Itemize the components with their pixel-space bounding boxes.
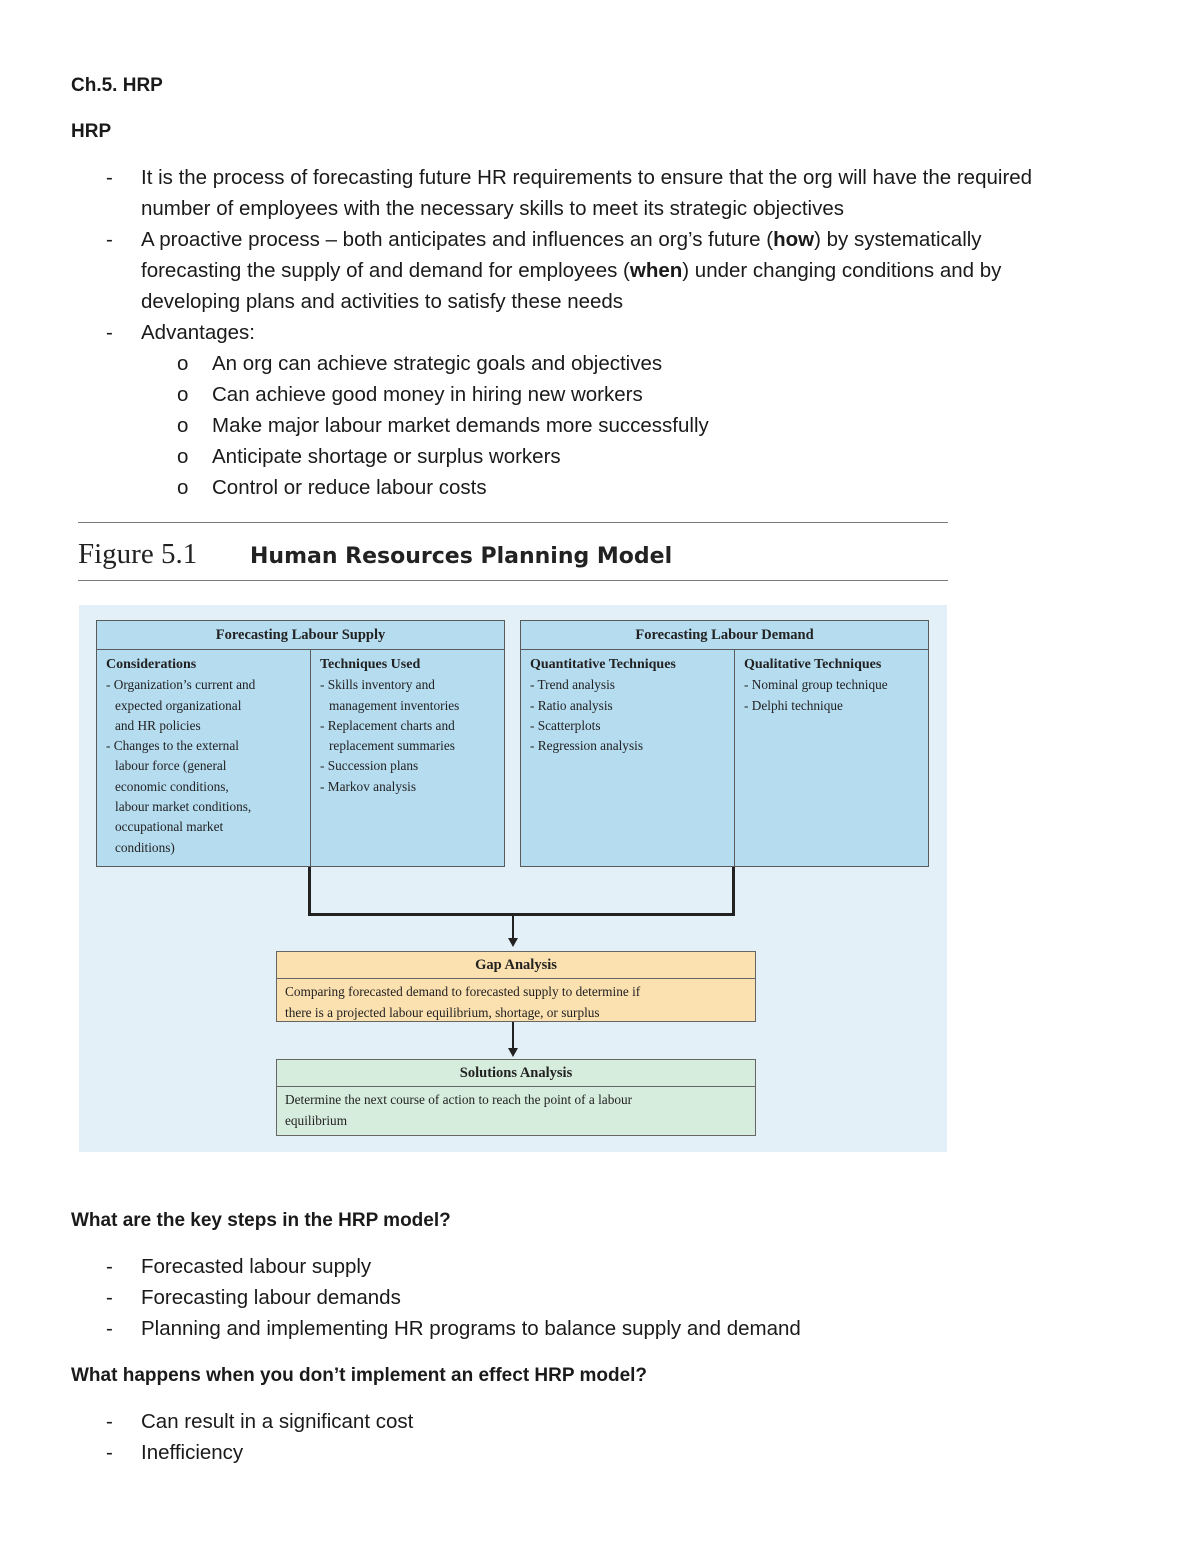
figure-rule-top — [78, 522, 948, 523]
solutions-analysis-header: Solutions Analysis — [277, 1060, 755, 1087]
techniques-column — [310, 649, 504, 866]
techniques-title: Techniques Used — [320, 657, 421, 672]
gap-analysis-line: there is a projected labour equilibrium, shortage, or surplus — [285, 1005, 600, 1020]
proactive-how-emphasis: how — [773, 228, 815, 251]
solutions-analysis-body — [277, 1087, 755, 1131]
techniques-line: - Markov analysis — [320, 778, 417, 794]
gap-analysis-header: Gap Analysis — [277, 952, 755, 979]
supply-panel-header: Forecasting Labour Supply — [97, 621, 504, 650]
advantage-item: Make major labour market demands more successfully — [212, 414, 709, 437]
advantage-item: An org can achieve strategic goals and objectives — [212, 352, 663, 375]
considerations-title: Considerations — [106, 657, 197, 672]
question-no-hrp: What happens when you don’t implement an effect HRP model? — [71, 1365, 648, 1386]
quantitative-title: Quantitative Techniques — [530, 657, 676, 672]
dash-bullet: - — [106, 1441, 113, 1464]
arrow-down-icon — [508, 1048, 518, 1057]
definition-line-1: It is the process of forecasting future HR requirements to ensure that the org will have the required — [141, 166, 1033, 189]
sub-bullet: o — [177, 352, 189, 375]
techniques-line: replacement summaries — [329, 738, 455, 754]
gap-analysis-body — [277, 979, 755, 1023]
figure-number: Figure 5.1 — [78, 538, 198, 570]
answer-item: Forecasted labour supply — [141, 1255, 372, 1278]
to-gap-connector — [512, 913, 514, 941]
sub-bullet: o — [177, 445, 189, 468]
demand-panel-header: Forecasting Labour Demand — [521, 621, 928, 650]
figure-caption — [78, 538, 673, 571]
considerations-line: occupational market — [115, 819, 224, 835]
answer-item: Forecasting labour demands — [141, 1286, 401, 1309]
dash-bullet: - — [106, 1286, 113, 1309]
advantage-item: Control or reduce labour costs — [212, 476, 487, 499]
techniques-line: - Succession plans — [320, 758, 419, 774]
hrp-model-diagram — [79, 605, 947, 1152]
sub-bullet: o — [177, 476, 189, 499]
dash-bullet: - — [106, 1255, 113, 1278]
solutions-analysis-box — [276, 1059, 756, 1136]
qualitative-column — [734, 649, 928, 866]
answer-item: Inefficiency — [141, 1441, 244, 1464]
quantitative-column — [521, 649, 734, 866]
considerations-line: labour market conditions, — [115, 799, 252, 815]
definition-line-2: number of employees with the necessary skills to meet its strategic objectives — [141, 197, 844, 220]
considerations-line: and HR policies — [115, 717, 201, 733]
section-title: HRP — [71, 121, 112, 142]
advantage-item: Can achieve good money in hiring new workers — [212, 383, 643, 406]
gap-analysis-line: Comparing forecasted demand to forecasted supply to determine if — [285, 984, 641, 999]
supply-connector — [308, 867, 311, 916]
proactive-line-3: developing plans and activities to satisfy these needs — [141, 290, 624, 313]
answer-item: Can result in a significant cost — [141, 1410, 414, 1433]
advantages-label: Advantages: — [141, 321, 255, 344]
considerations-line: - Organization’s current and — [106, 677, 256, 693]
to-solutions-connector — [512, 1022, 514, 1050]
sub-bullet: o — [177, 414, 189, 437]
proactive-line-1: A proactive process – both anticipates and influences an org’s future (how) by systematically — [141, 228, 982, 251]
arrow-down-icon — [508, 938, 518, 947]
qualitative-title: Qualitative Techniques — [744, 657, 882, 672]
dash-bullet: - — [106, 321, 113, 344]
proactive-line-2: forecasting the supply of and demand for employees (when) under changing conditions and by — [141, 259, 1002, 282]
quantitative-line: - Trend analysis — [530, 677, 615, 693]
quantitative-line: - Ratio analysis — [530, 697, 613, 713]
gap-analysis-box — [276, 951, 756, 1022]
considerations-line: labour force (general — [115, 758, 227, 774]
quantitative-line: - Regression analysis — [530, 738, 644, 754]
considerations-line: expected organizational — [115, 697, 242, 713]
considerations-line: conditions) — [115, 839, 175, 855]
considerations-line: - Changes to the external — [106, 738, 239, 754]
chapter-title: Ch.5. HRP — [71, 75, 163, 96]
answer-item: Planning and implementing HR programs to balance supply and demand — [141, 1317, 801, 1340]
dash-bullet: - — [106, 1410, 113, 1433]
quantitative-line: - Scatterplots — [530, 717, 601, 733]
techniques-line: - Skills inventory and — [320, 677, 435, 693]
question-key-steps: What are the key steps in the HRP model? — [71, 1210, 451, 1231]
considerations-column — [97, 649, 310, 866]
proactive-when-emphasis: when — [629, 259, 683, 282]
figure-title: Human Resources Planning Model — [250, 544, 673, 569]
dash-bullet: - — [106, 1317, 113, 1340]
demand-connector — [732, 867, 735, 916]
qualitative-line: - Nominal group technique — [744, 677, 888, 693]
forecasting-demand-panel — [520, 620, 929, 867]
figure-rule-bottom — [78, 580, 948, 581]
techniques-line: - Replacement charts and — [320, 717, 455, 733]
considerations-line: economic conditions, — [115, 778, 229, 794]
solutions-analysis-line: Determine the next course of action to reach the point of a labour — [285, 1092, 633, 1107]
solutions-analysis-line: equilibrium — [285, 1113, 348, 1128]
sub-bullet: o — [177, 383, 189, 406]
forecasting-supply-panel — [96, 620, 505, 867]
qualitative-line: - Delphi technique — [744, 697, 843, 713]
techniques-line: management inventories — [329, 697, 460, 713]
dash-bullet: - — [106, 166, 113, 189]
merge-connector — [308, 913, 735, 916]
advantage-item: Anticipate shortage or surplus workers — [212, 445, 561, 468]
dash-bullet: - — [106, 228, 113, 251]
